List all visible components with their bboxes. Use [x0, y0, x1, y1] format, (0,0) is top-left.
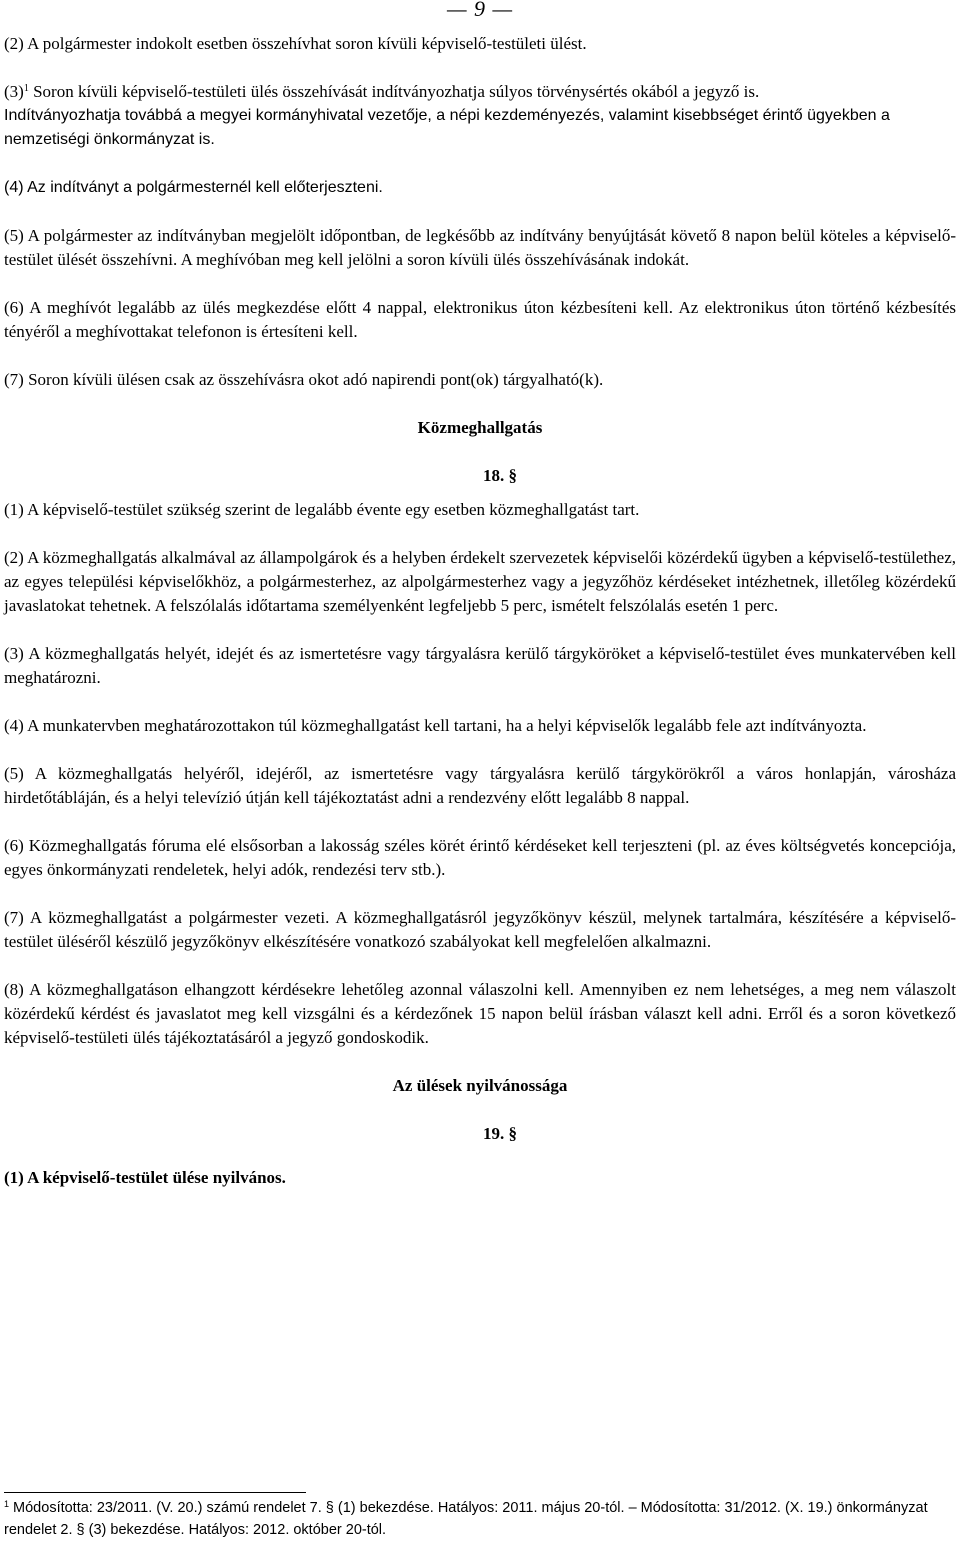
paragraph-19-1: (1) A képviselő-testület ülése nyilvános. [4, 1168, 286, 1187]
footnote-reference: 1 [23, 83, 29, 94]
paragraph-17-3 [4, 80, 956, 104]
paragraph-18-6: (6) Közmeghallgatás fóruma elé elsősorban a lakosság széles körét érintő kérdéseket kell terjeszteni (pl. az éves költségvetés koncepciója, egyes önkormányzati rendeletek, helyi adók, rendezési terv stb.). [4, 836, 956, 879]
paragraph-17-5: (5) A polgármester az indítványban megjelölt időpontban, de legkésőbb az indítvány benyújtását követő 8 napon belül köteles a képviselő-testület ülését összehívni. A meghívóban meg kell jelölni a soron kívüli ülés összehívásának indokát. [4, 226, 956, 269]
section-19-heading: Az ülések nyilvánossága [392, 1076, 568, 1095]
paragraph-18-5: (5) A közmeghallgatás helyéről, idejéről, az ismertetésre vagy tárgyalásra kerülő tárgykörökről a város honlapján, városháza hirdetőtábláján, és a helyi televízió útján kell tájékoztatást adni a rendezvény előtt legalább 8 nappal. [4, 764, 956, 807]
section-18-number: 18. § [483, 466, 517, 485]
document-page [4, 0, 956, 1214]
paragraph-17-3-continuation: Indítványozhatja továbbá a megyei kormányhivatal vezetője, a népi kezdeményezés, valamint kisebbséget érintő ügyekben a nemzetiségi önkormányzat is. [4, 107, 890, 148]
footnote-marker: 1 [4, 1499, 10, 1509]
paragraph-17-4: (4) Az indítványt a polgármesternél kell előterjeszteni. [4, 179, 383, 196]
section-19-number: 19. § [483, 1124, 517, 1143]
paragraph-text: Soron kívüli képviselő-testületi ülés összehívását indítványozhatja súlyos törvénysértés okából a jegyző is. [28, 82, 760, 101]
paragraph-18-8: (8) A közmeghallgatáson elhangzott kérdésekre lehetőleg azonnal válaszolni kell. Amennyiben ez nem lehetséges, a meg nem válaszolt közérdekű kérdést és javaslatot meg kell vizsgálni és a kérdezőnek 15 napon belül írásban választ kell adni. Erről és a soron következő képviselő-testületi ülés tájékoztatásáról a jegyző gondoskodik. [4, 980, 956, 1047]
paragraph-17-2: (2) A polgármester indokolt esetben összehívhat soron kívüli képviselő-testületi ülést. [4, 34, 587, 53]
paragraph-17-7: (7) Soron kívüli ülésen csak az összehívásra okot adó napirendi pont(ok) tárgyalható(k). [4, 370, 604, 389]
paragraph-17-6: (6) A meghívót legalább az ülés megkezdése előtt 4 nappal, elektronikus úton kézbesíteni kell. Az elektronikus úton történő kézbesítés tényéről a meghívottakat telefonon is értesíteni kell. [4, 298, 956, 341]
page-number: — 9 — [446, 0, 514, 21]
paragraph-18-7: (7) A közmeghallgatást a polgármester vezeti. A közmeghallgatásról jegyzőkönyv készül, melynek tartalmára, készítésére a képviselő-testület üléséről készülő jegyzőkönyv elkészítésére vonatkozó szabályokat kell megfelelően alkalmazni. [4, 908, 956, 951]
paragraph-18-3: (3) A közmeghallgatás helyét, idejét és az ismertetésre vagy tárgyalásra kerülő tárgyköröket a képviselő-testület éves munkatervében kell meghatározni. [4, 644, 956, 687]
paragraph-18-4: (4) A munkatervben meghatározottakon túl közmeghallgatást kell tartani, ha a helyi képviselők legalább fele azt indítványozta. [4, 716, 867, 735]
section-18-heading: Közmeghallgatás [417, 418, 543, 437]
footnote-divider [4, 1492, 306, 1493]
footnote-text: Módosította: 23/2011. (V. 20.) számú rendelet 7. § (1) bekezdése. Hatályos: 2011. május 20-tól. – Módosította: 31/2012. (X. 19.) önkormányzat rendelet 2. § (3) bekezdése. Hatályos: 2012. október 20-tól. [4, 1500, 928, 1538]
paragraph-18-1: (1) A képviselő-testület szükség szerint de legalább évente egy esetben közmeghallgatást tart. [4, 500, 640, 519]
paragraph-18-2: (2) A közmeghallgatás alkalmával az állampolgárok és a helyben érdekelt szervezetek képviselői közérdekű ügyben a képviselő-testülethez, az egyes települési képviselőkhöz, a polgármesterhez, az alpolgármesterhez vagy a jegyzőhöz kérdéseket intézhetnek, illetőleg közérdekű javaslatokat tehetnek. A felszólalás időtartama személyenként legfeljebb 5 perc, ismételt felszólalás esetén 1 perc. [4, 548, 956, 615]
paragraph-prefix: (3) [4, 82, 24, 101]
footnote [4, 1497, 956, 1541]
